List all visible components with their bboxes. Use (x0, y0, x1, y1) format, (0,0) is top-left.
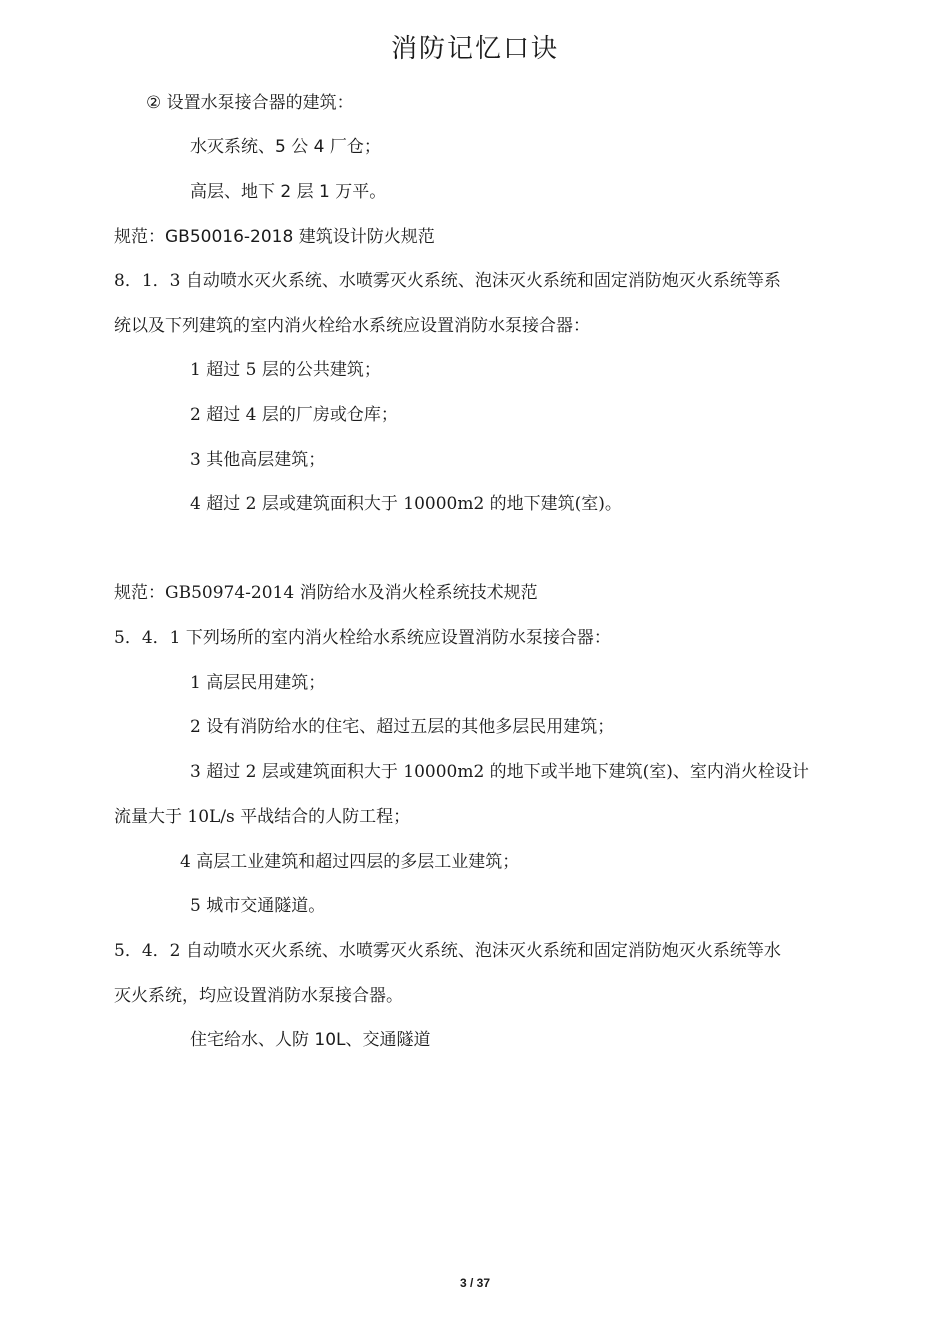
spec-2-item-1: 1 高层民用建筑； (190, 673, 326, 693)
mnemonic-heading: ② 设置水泵接合器的建筑： (146, 93, 354, 113)
spec-2-clause-2-line-1: 5．4．2 自动喷水灭火系统、水喷雾灭火系统、泡沫灭火系统和固定消防炮灭火系统等水 (114, 941, 781, 961)
spec-2-item-2: 2 设有消防给水的住宅、超过五层的其他多层民用建筑； (190, 717, 615, 737)
mnemonic-line-1: 水灭系统、5 公 4 厂仓； (190, 137, 381, 157)
spec-2-clause-2-line-2: 灭火系统，均应设置消防水泵接合器。 (114, 986, 403, 1006)
page-number: 3 / 37 (459, 1276, 491, 1290)
spec-1-item-3: 3 其他高层建筑； (190, 450, 326, 470)
spec-2-label: 规范：GB50974-2014 消防给水及消火栓系统技术规范 (114, 583, 538, 603)
spec-2-item-3-line-1: 3 超过 2 层或建筑面积大于 10000m2 的地下或半地下建筑(室)、室内消火栓设计 (190, 762, 809, 782)
spec-2-item-3-line-2: 流量大于 10L/s 平战结合的人防工程； (114, 807, 411, 827)
summary-mnemonic: 住宅给水、人防 10L、交通隧道 (190, 1030, 431, 1050)
spec-1-item-2: 2 超过 4 层的厂房或仓库； (190, 405, 398, 425)
spec-1-clause-line-1: 8．1．3 自动喷水灭火系统、水喷雾灭火系统、泡沫灭火系统和固定消防炮灭火系统等系 (114, 271, 781, 291)
mnemonic-line-2: 高层、地下 2 层 1 万平。 (190, 182, 387, 202)
spec-1-label: 规范：GB50016-2018 建筑设计防火规范 (114, 227, 435, 247)
spec-2-item-5: 5 城市交通隧道。 (190, 896, 326, 916)
spec-2-clause-1: 5．4．1 下列场所的室内消火栓给水系统应设置消防水泵接合器： (114, 628, 611, 648)
page-title: 消防记忆口诀 (390, 34, 559, 64)
spec-1-item-4: 4 超过 2 层或建筑面积大于 10000m2 的地下建筑(室)。 (190, 494, 622, 514)
spec-1-clause-line-2: 统以及下列建筑的室内消火栓给水系统应设置消防水泵接合器： (114, 316, 590, 336)
spec-1-item-1: 1 超过 5 层的公共建筑； (190, 360, 381, 380)
spec-2-item-4: 4 高层工业建筑和超过四层的多层工业建筑； (180, 852, 520, 872)
